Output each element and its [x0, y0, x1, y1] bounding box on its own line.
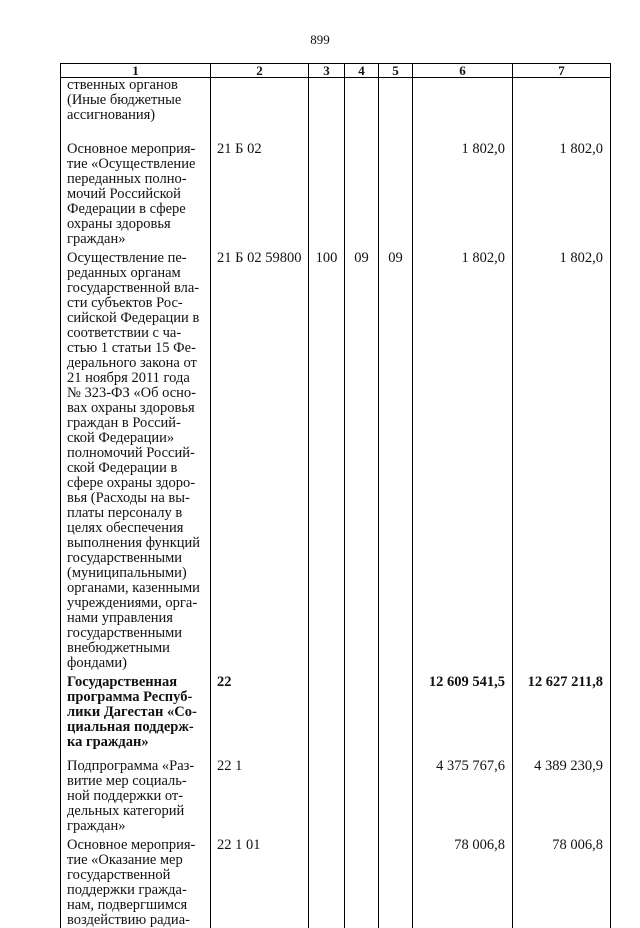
row-name: Основное мероприя-тие «Оказание мер государственной поддержки гражда-нам, подвергшимся воздействию радиа- [61, 834, 211, 928]
row-code: 21 Б 02 [211, 138, 309, 247]
row-value-7: 1 802,0 [513, 138, 611, 247]
row-value-6 [413, 78, 513, 139]
row-name: Осуществление пе-реданных органам государственной вла-сти субъектов Рос-сийской Федерации в соответствии с ча-стью 1 статьи 15 Фе-дерального закона от 21 ноября 2011 года № 323-ФЗ «Об осно-вах охраны здоровья граждан в Россий-ской Федерации» полномочий Россий-ской Федерации в сфере охраны здоро-вья (Расходы на вы-платы персоналу в целях обеспечения выполнения функций государственными (муниципальными) органами, казенными учреждениями, орга-нами управления государственными внебюджетными фондами) [61, 247, 211, 671]
row-value-7: 1 802,0 [513, 247, 611, 671]
header-col-4: 4 [345, 64, 379, 78]
row-col-4 [345, 755, 379, 834]
row-value-6: 1 802,0 [413, 247, 513, 671]
table-row [61, 755, 611, 834]
row-value-7: 4 389 230,9 [513, 755, 611, 834]
table-row [61, 247, 611, 671]
row-code: 21 Б 02 59800 [211, 247, 309, 671]
row-name: Подпрограмма «Раз-витие мер социаль-ной поддержки от-дельных категорий граждан» [61, 755, 211, 834]
header-col-1: 1 [61, 64, 211, 78]
row-col-3 [309, 138, 345, 247]
row-col-5: 09 [379, 247, 413, 671]
row-col-5 [379, 834, 413, 928]
row-value-7: 78 006,8 [513, 834, 611, 928]
row-value-6: 4 375 767,6 [413, 755, 513, 834]
row-col-3 [309, 834, 345, 928]
table-row [61, 138, 611, 247]
header-col-6: 6 [413, 64, 513, 78]
row-value-6: 78 006,8 [413, 834, 513, 928]
row-value-6: 1 802,0 [413, 138, 513, 247]
row-col-5 [379, 78, 413, 139]
row-value-6: 12 609 541,5 [413, 671, 513, 755]
header-col-3: 3 [309, 64, 345, 78]
row-col-3 [309, 78, 345, 139]
table-header-row [61, 64, 611, 78]
table-row [61, 671, 611, 755]
row-value-7: 12 627 211,8 [513, 671, 611, 755]
row-col-5 [379, 138, 413, 247]
row-col-4: 09 [345, 247, 379, 671]
row-col-3 [309, 755, 345, 834]
row-value-7 [513, 78, 611, 139]
budget-table [60, 63, 611, 928]
row-col-5 [379, 755, 413, 834]
row-col-4 [345, 671, 379, 755]
row-col-3: 100 [309, 247, 345, 671]
row-code: 22 [211, 671, 309, 755]
row-col-4 [345, 138, 379, 247]
row-name: ственных органов (Иные бюджетные ассигнования) [61, 78, 211, 139]
page-number: 899 [310, 32, 330, 47]
row-code: 22 1 01 [211, 834, 309, 928]
header-col-5: 5 [379, 64, 413, 78]
row-code: 22 1 [211, 755, 309, 834]
row-code [211, 78, 309, 139]
row-col-3 [309, 671, 345, 755]
header-col-2: 2 [211, 64, 309, 78]
table-row [61, 834, 611, 928]
row-name: Государственная программа Респуб-лики Дагестан «Со-циальная поддерж-ка граждан» [61, 671, 211, 755]
row-col-5 [379, 671, 413, 755]
row-name: Основное мероприя-тие «Осуществление переданных полно-мочий Российской Федерации в сфере охраны здоровья граждан» [61, 138, 211, 247]
table-row [61, 78, 611, 139]
row-col-4 [345, 834, 379, 928]
header-col-7: 7 [513, 64, 611, 78]
row-col-4 [345, 78, 379, 139]
